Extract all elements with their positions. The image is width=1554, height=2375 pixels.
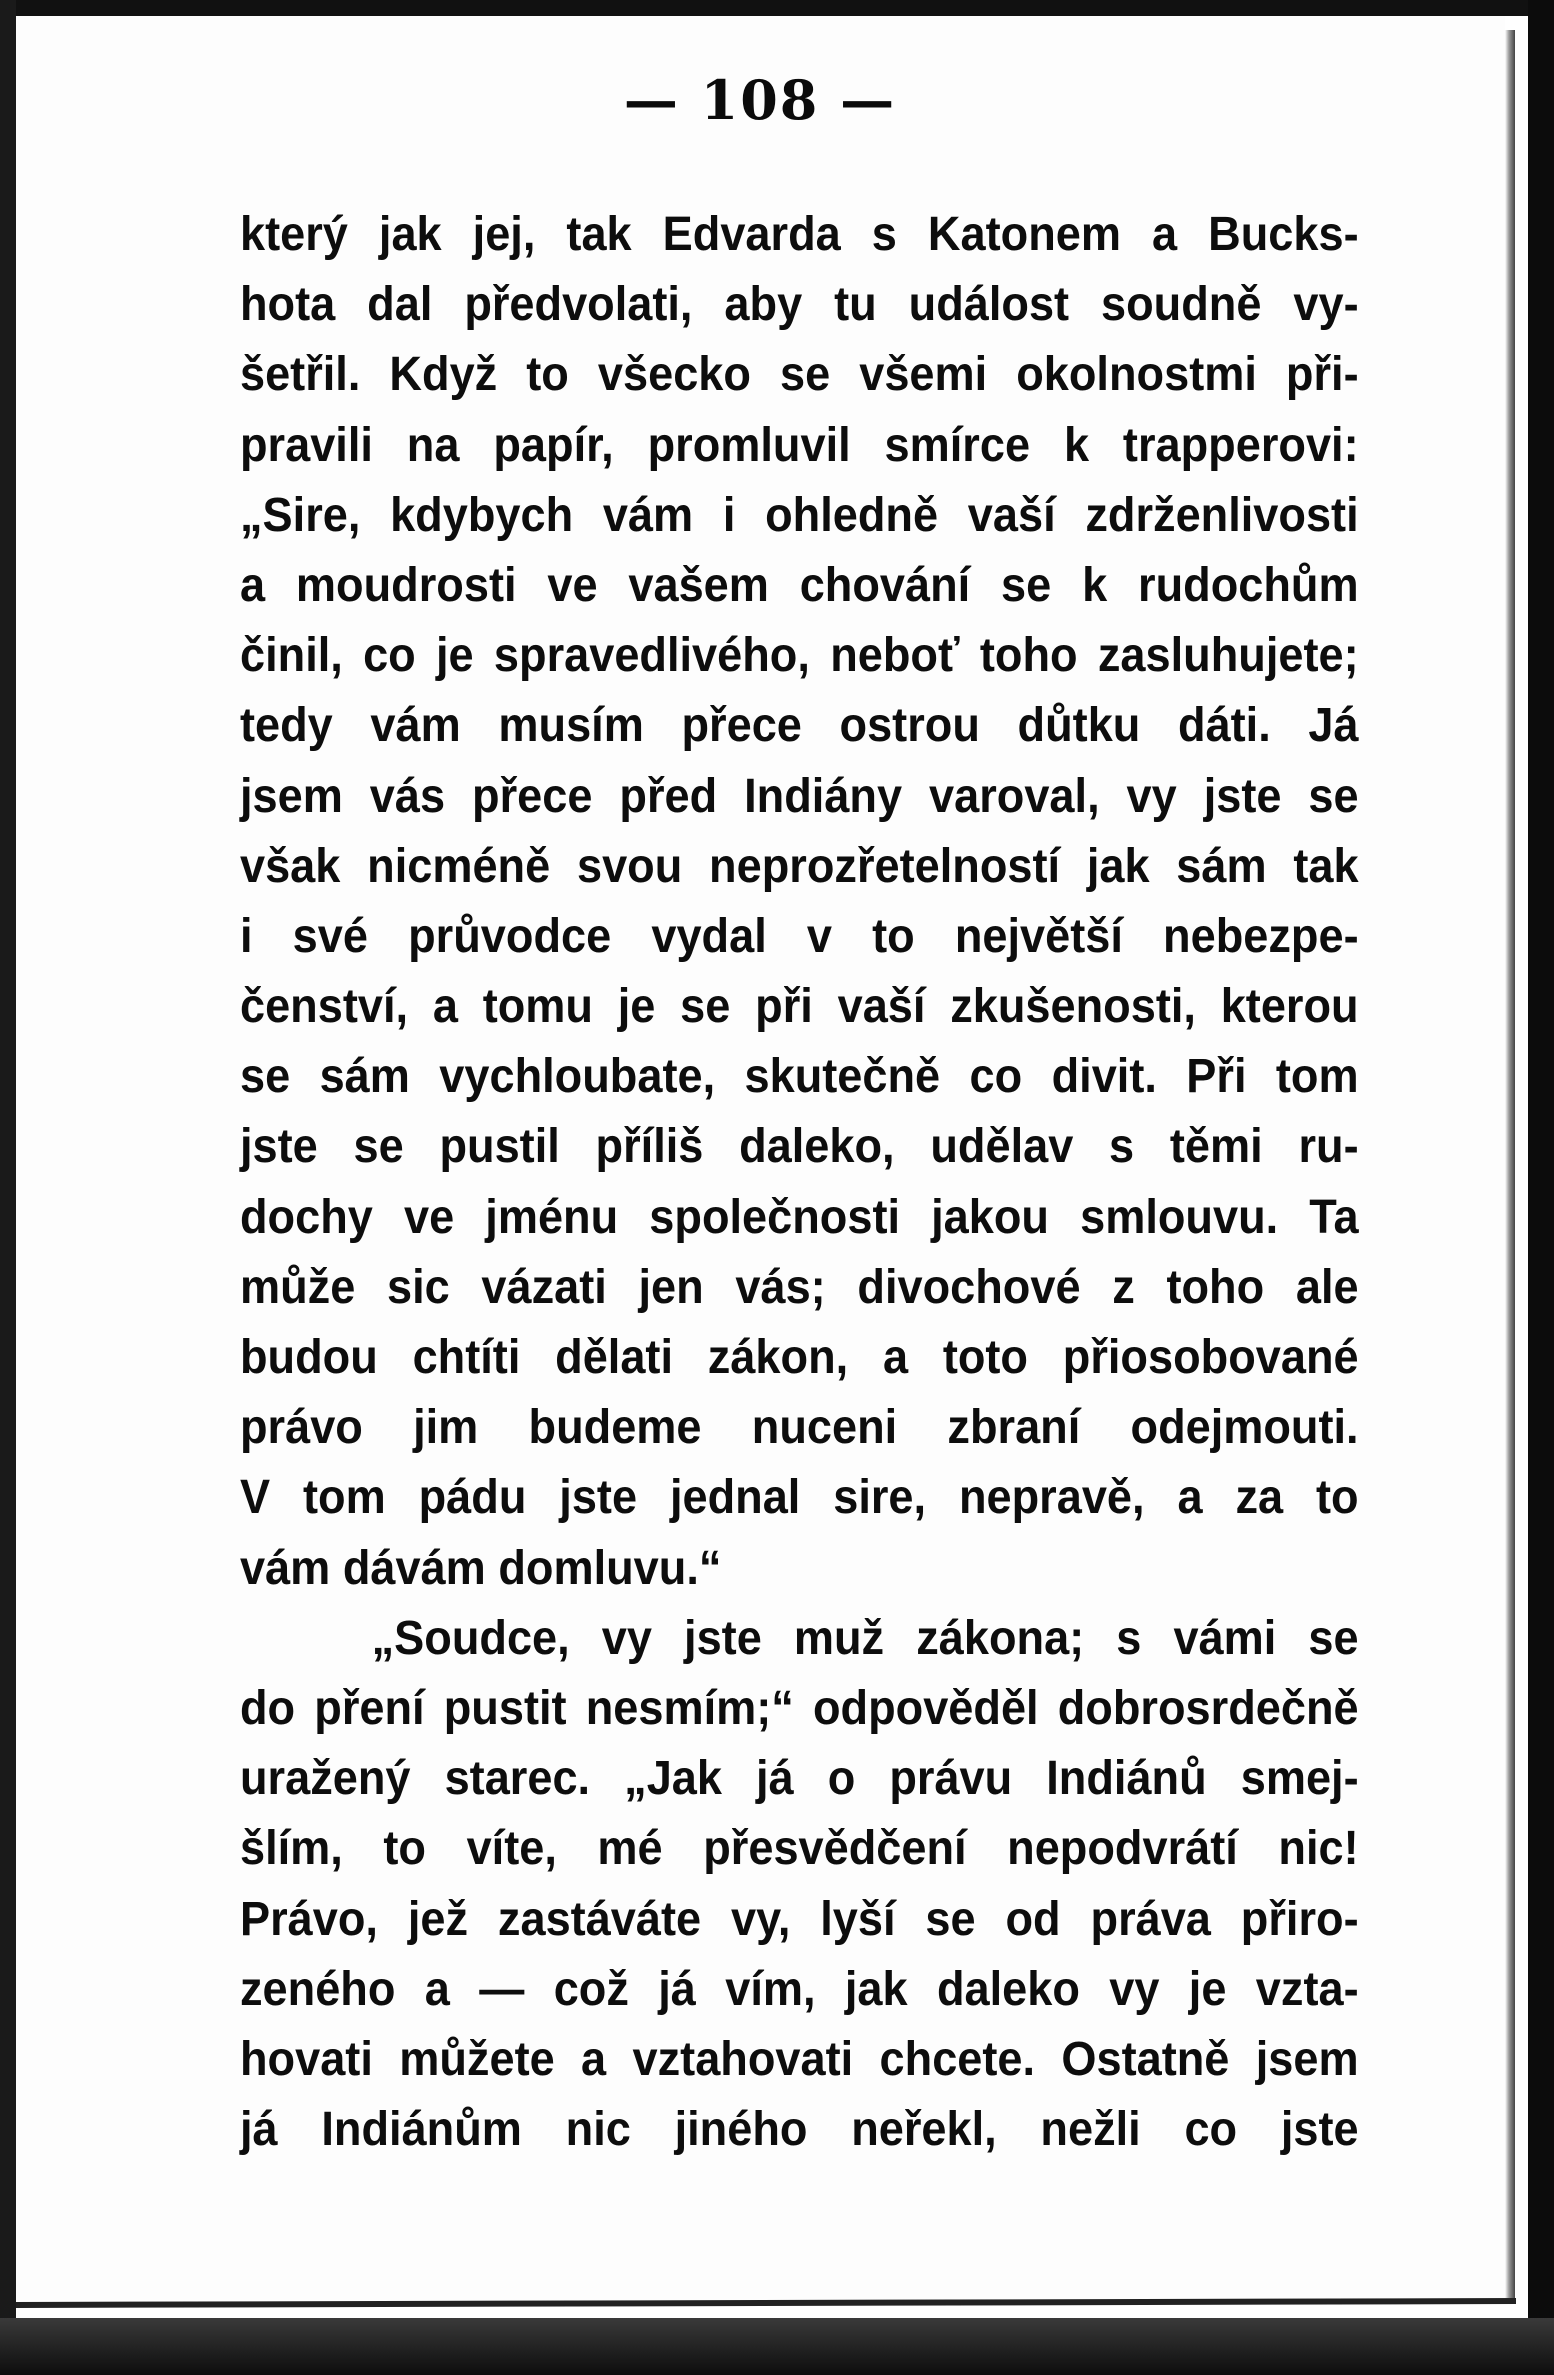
- page-number: — 108 —: [623, 68, 897, 132]
- text-line: dochy ve jménu společnosti jakou smlouvu. Ta: [240, 1190, 1359, 1244]
- text-line: šetřil. Když to všecko se všemi okolnostmi při-: [240, 348, 1359, 402]
- text-line: „Soudce, vy jste muž zákona; s vámi se: [371, 1611, 1359, 1665]
- text-line: který jak jej, tak Edvarda s Katonem a Bucks-: [240, 208, 1359, 261]
- body-text: [240, 200, 1359, 2165]
- scan-border-left: [0, 0, 16, 2375]
- text-line: tedy vám musím přece ostrou důtku dáti. Já: [240, 699, 1359, 753]
- text-line: hota dal předvolati, aby tu událost soudně vy-: [240, 278, 1359, 332]
- text-line: já Indiánům nic jiného neřekl, nežli co jste: [240, 2103, 1359, 2157]
- text-line: však nicméně svou neprozřetelností jak sám tak: [240, 839, 1359, 893]
- page-edge-shadow: [1505, 30, 1515, 2300]
- text-line: i své průvodce vydal v to největší nebezpe-: [240, 909, 1359, 963]
- text-line: právo jim budeme nuceni zbraní odejmouti.: [240, 1401, 1359, 1455]
- text-line: činil, co je spravedlivého, neboť toho zasluhujete;: [240, 629, 1359, 683]
- text-line: hovati můžete a vztahovati chcete. Ostatně jsem: [240, 2032, 1359, 2086]
- text-line: se sám vychloubate, skutečně co divit. Při tom: [240, 1050, 1359, 1104]
- text-line: V tom pádu jste jednal sire, nepravě, a za to: [240, 1471, 1359, 1525]
- text-line: pravili na papír, promluvil smírce k trapperovi:: [240, 418, 1359, 472]
- text-line: vám dávám domluvu.“: [240, 1541, 722, 1595]
- text-line: uražený starec. „Jak já o právu Indiánů smej-: [240, 1752, 1359, 1806]
- scan-border-bottom: [0, 2318, 1554, 2375]
- text-line: a moudrosti ve vašem chování se k rudochům: [240, 558, 1359, 612]
- text-line: „Sire, kdybych vám i ohledně vaší zdrženlivosti: [240, 488, 1359, 542]
- text-line: zeného a — což já vím, jak daleko vy je vzta-: [240, 1962, 1359, 2016]
- text-line: jsem vás přece před Indiány varoval, vy jste se: [240, 769, 1359, 823]
- scan-border-right: [1528, 0, 1554, 2375]
- text-line: Právo, jež zastáváte vy, lyší se od práva přiro-: [240, 1892, 1359, 1946]
- scan-border-top: [0, 0, 1554, 16]
- text-line: do pření pustit nesmím;“ odpověděl dobrosrdečně: [240, 1681, 1359, 1735]
- text-line: budou chtíti dělati zákon, a toto přiosobované: [240, 1331, 1359, 1384]
- text-line: šlím, to víte, mé přesvědčení nepodvrátí nic!: [240, 1822, 1359, 1876]
- text-line: může sic vázati jen vás; divochové z toho ale: [240, 1260, 1359, 1314]
- text-line: jste se pustil příliš daleko, udělav s těmi ru-: [240, 1120, 1359, 1174]
- text-line: čenství, a tomu je se při vaší zkušenosti, kterou: [240, 980, 1359, 1034]
